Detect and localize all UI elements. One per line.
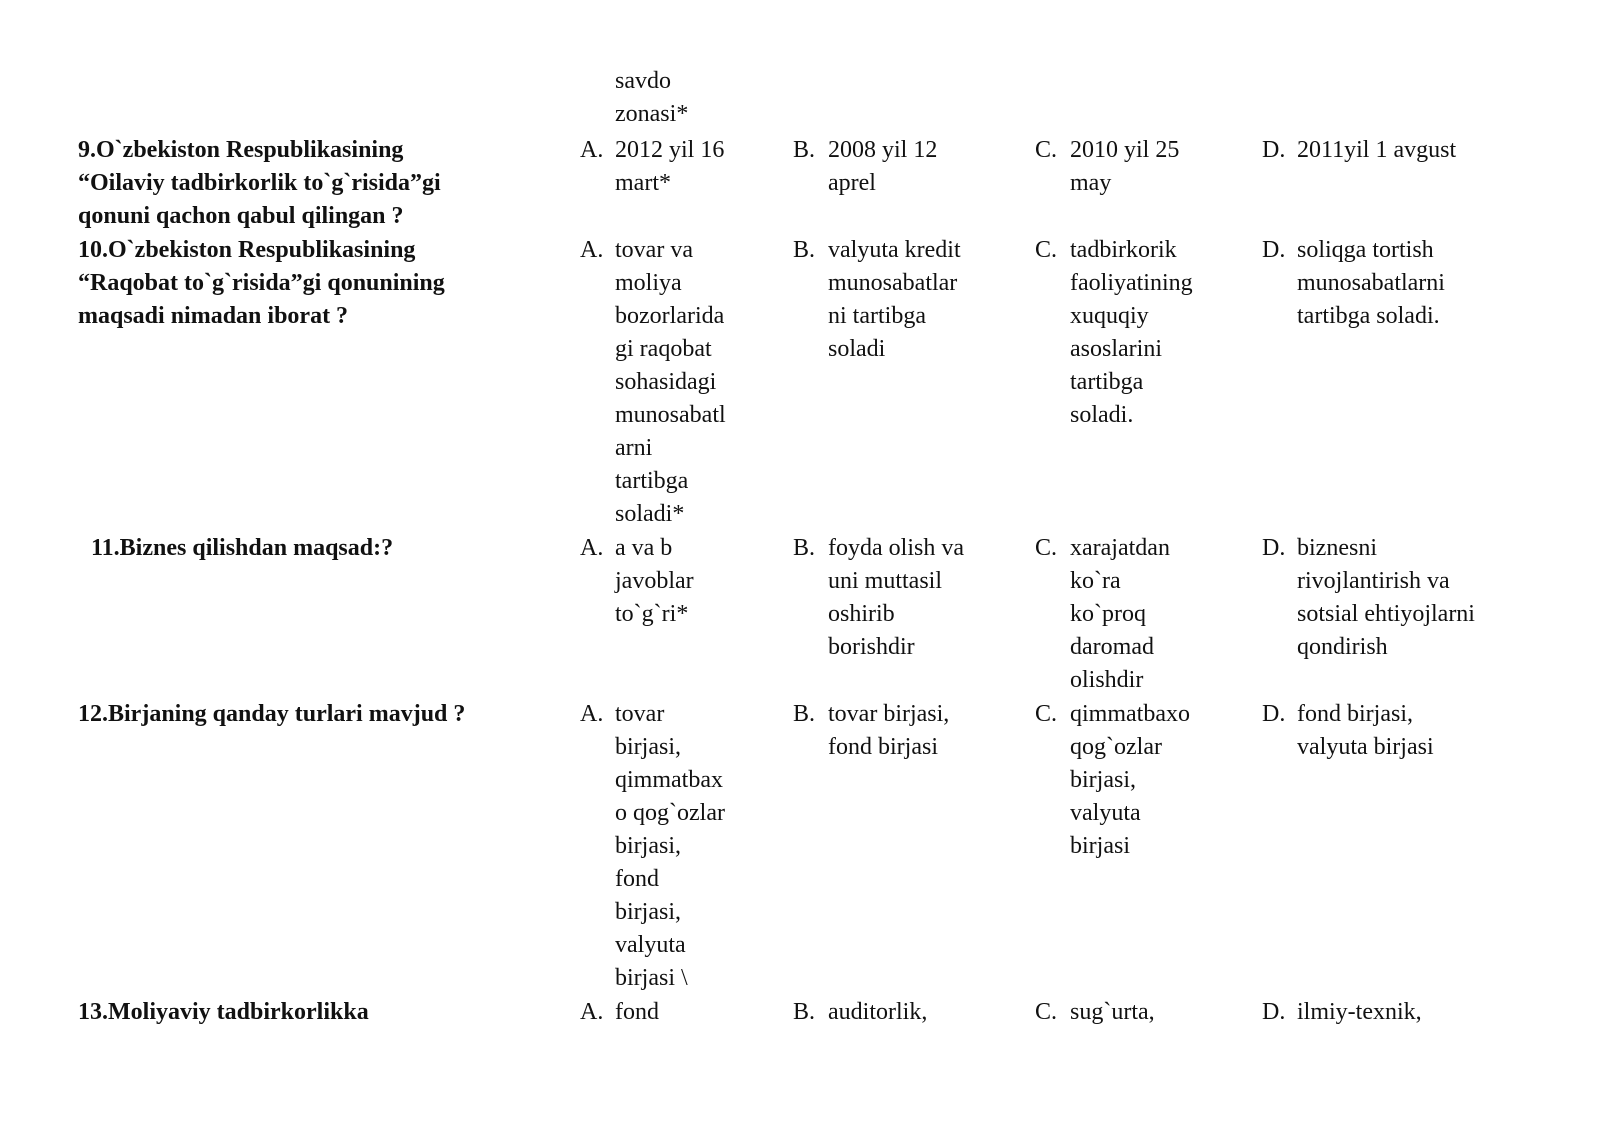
- option-text: tadbirkorik faoliyatining xuquqiy asoslarini tartibga soladi.: [1070, 237, 1193, 428]
- option-text: xarajatdan ko`ra ko`proq daromad olishdir: [1070, 535, 1170, 693]
- option-letter: A.: [580, 137, 604, 163]
- question-text: 12.Birjaning qanday turlari mavjud ?: [78, 701, 466, 727]
- option-letter: A.: [580, 237, 604, 263]
- question-text: 10.O`zbekiston Respublikasining “Raqobat to`g`risida”gi qonunining maqsadi nimadan iborat ?: [78, 237, 445, 329]
- option-letter: D.: [1262, 535, 1286, 561]
- option-text: 2010 yil 25 may: [1070, 137, 1180, 196]
- option-letter: C.: [1035, 137, 1058, 163]
- option-letter: D.: [1262, 237, 1286, 263]
- option-text: biznesni rivojlantirish va sotsial ehtiyojlarni qondirish: [1297, 535, 1475, 660]
- option-letter: D.: [1262, 701, 1286, 727]
- option-text: foyda olish va uni muttasil oshirib borishdir: [828, 535, 964, 660]
- question-text: 11.Biznes qilishdan maqsad:?: [91, 535, 394, 561]
- option-letter: B.: [793, 999, 816, 1025]
- option-text: qimmatbaxo qog`ozlar birjasi, valyuta birjasi: [1070, 701, 1190, 859]
- option-text: fond birjasi, valyuta birjasi: [1297, 701, 1434, 760]
- option-letter: D.: [1262, 999, 1286, 1025]
- option-text: tovar birjasi, fond birjasi: [828, 701, 950, 760]
- option-text: auditorlik,: [828, 999, 928, 1025]
- option-text: tovar birjasi, qimmatbax o qog`ozlar birjasi, fond birjasi, valyuta birjasi \: [615, 701, 725, 991]
- option-letter: C.: [1035, 535, 1058, 561]
- option-text: ilmiy-texnik,: [1297, 999, 1422, 1025]
- question-text: 13.Moliyaviy tadbirkorlikka: [78, 999, 369, 1025]
- option-text: fond: [615, 999, 659, 1025]
- question-text: 9.O`zbekiston Respublikasining “Oilaviy tadbirkorlik to`g`risida”gi qonuni qachon qabul qilingan ?: [78, 137, 441, 229]
- option-letter: A.: [580, 535, 604, 561]
- option-letter: D.: [1262, 137, 1286, 163]
- continuation-text: savdo zonasi*: [615, 68, 689, 127]
- option-text: sug`urta,: [1070, 999, 1155, 1025]
- option-letter: C.: [1035, 701, 1058, 727]
- option-text: valyuta kredit munosabatlar ni tartibga soladi: [828, 237, 961, 362]
- option-letter: B.: [793, 237, 816, 263]
- option-text: a va b javoblar to`g`ri*: [615, 535, 694, 627]
- option-letter: B.: [793, 701, 816, 727]
- option-letter: C.: [1035, 237, 1058, 263]
- option-letter: B.: [793, 535, 816, 561]
- option-text: 2012 yil 16 mart*: [615, 137, 725, 196]
- option-text: 2008 yil 12 aprel: [828, 137, 938, 196]
- option-letter: C.: [1035, 999, 1058, 1025]
- option-text: soliqga tortish munosabatlarni tartibga soladi.: [1297, 237, 1445, 329]
- option-text: 2011yil 1 avgust: [1297, 137, 1457, 163]
- option-letter: A.: [580, 999, 604, 1025]
- option-letter: A.: [580, 701, 604, 727]
- option-letter: B.: [793, 137, 816, 163]
- option-text: tovar va moliya bozorlarida gi raqobat sohasidagi munosabatl arni tartibga soladi*: [615, 237, 726, 527]
